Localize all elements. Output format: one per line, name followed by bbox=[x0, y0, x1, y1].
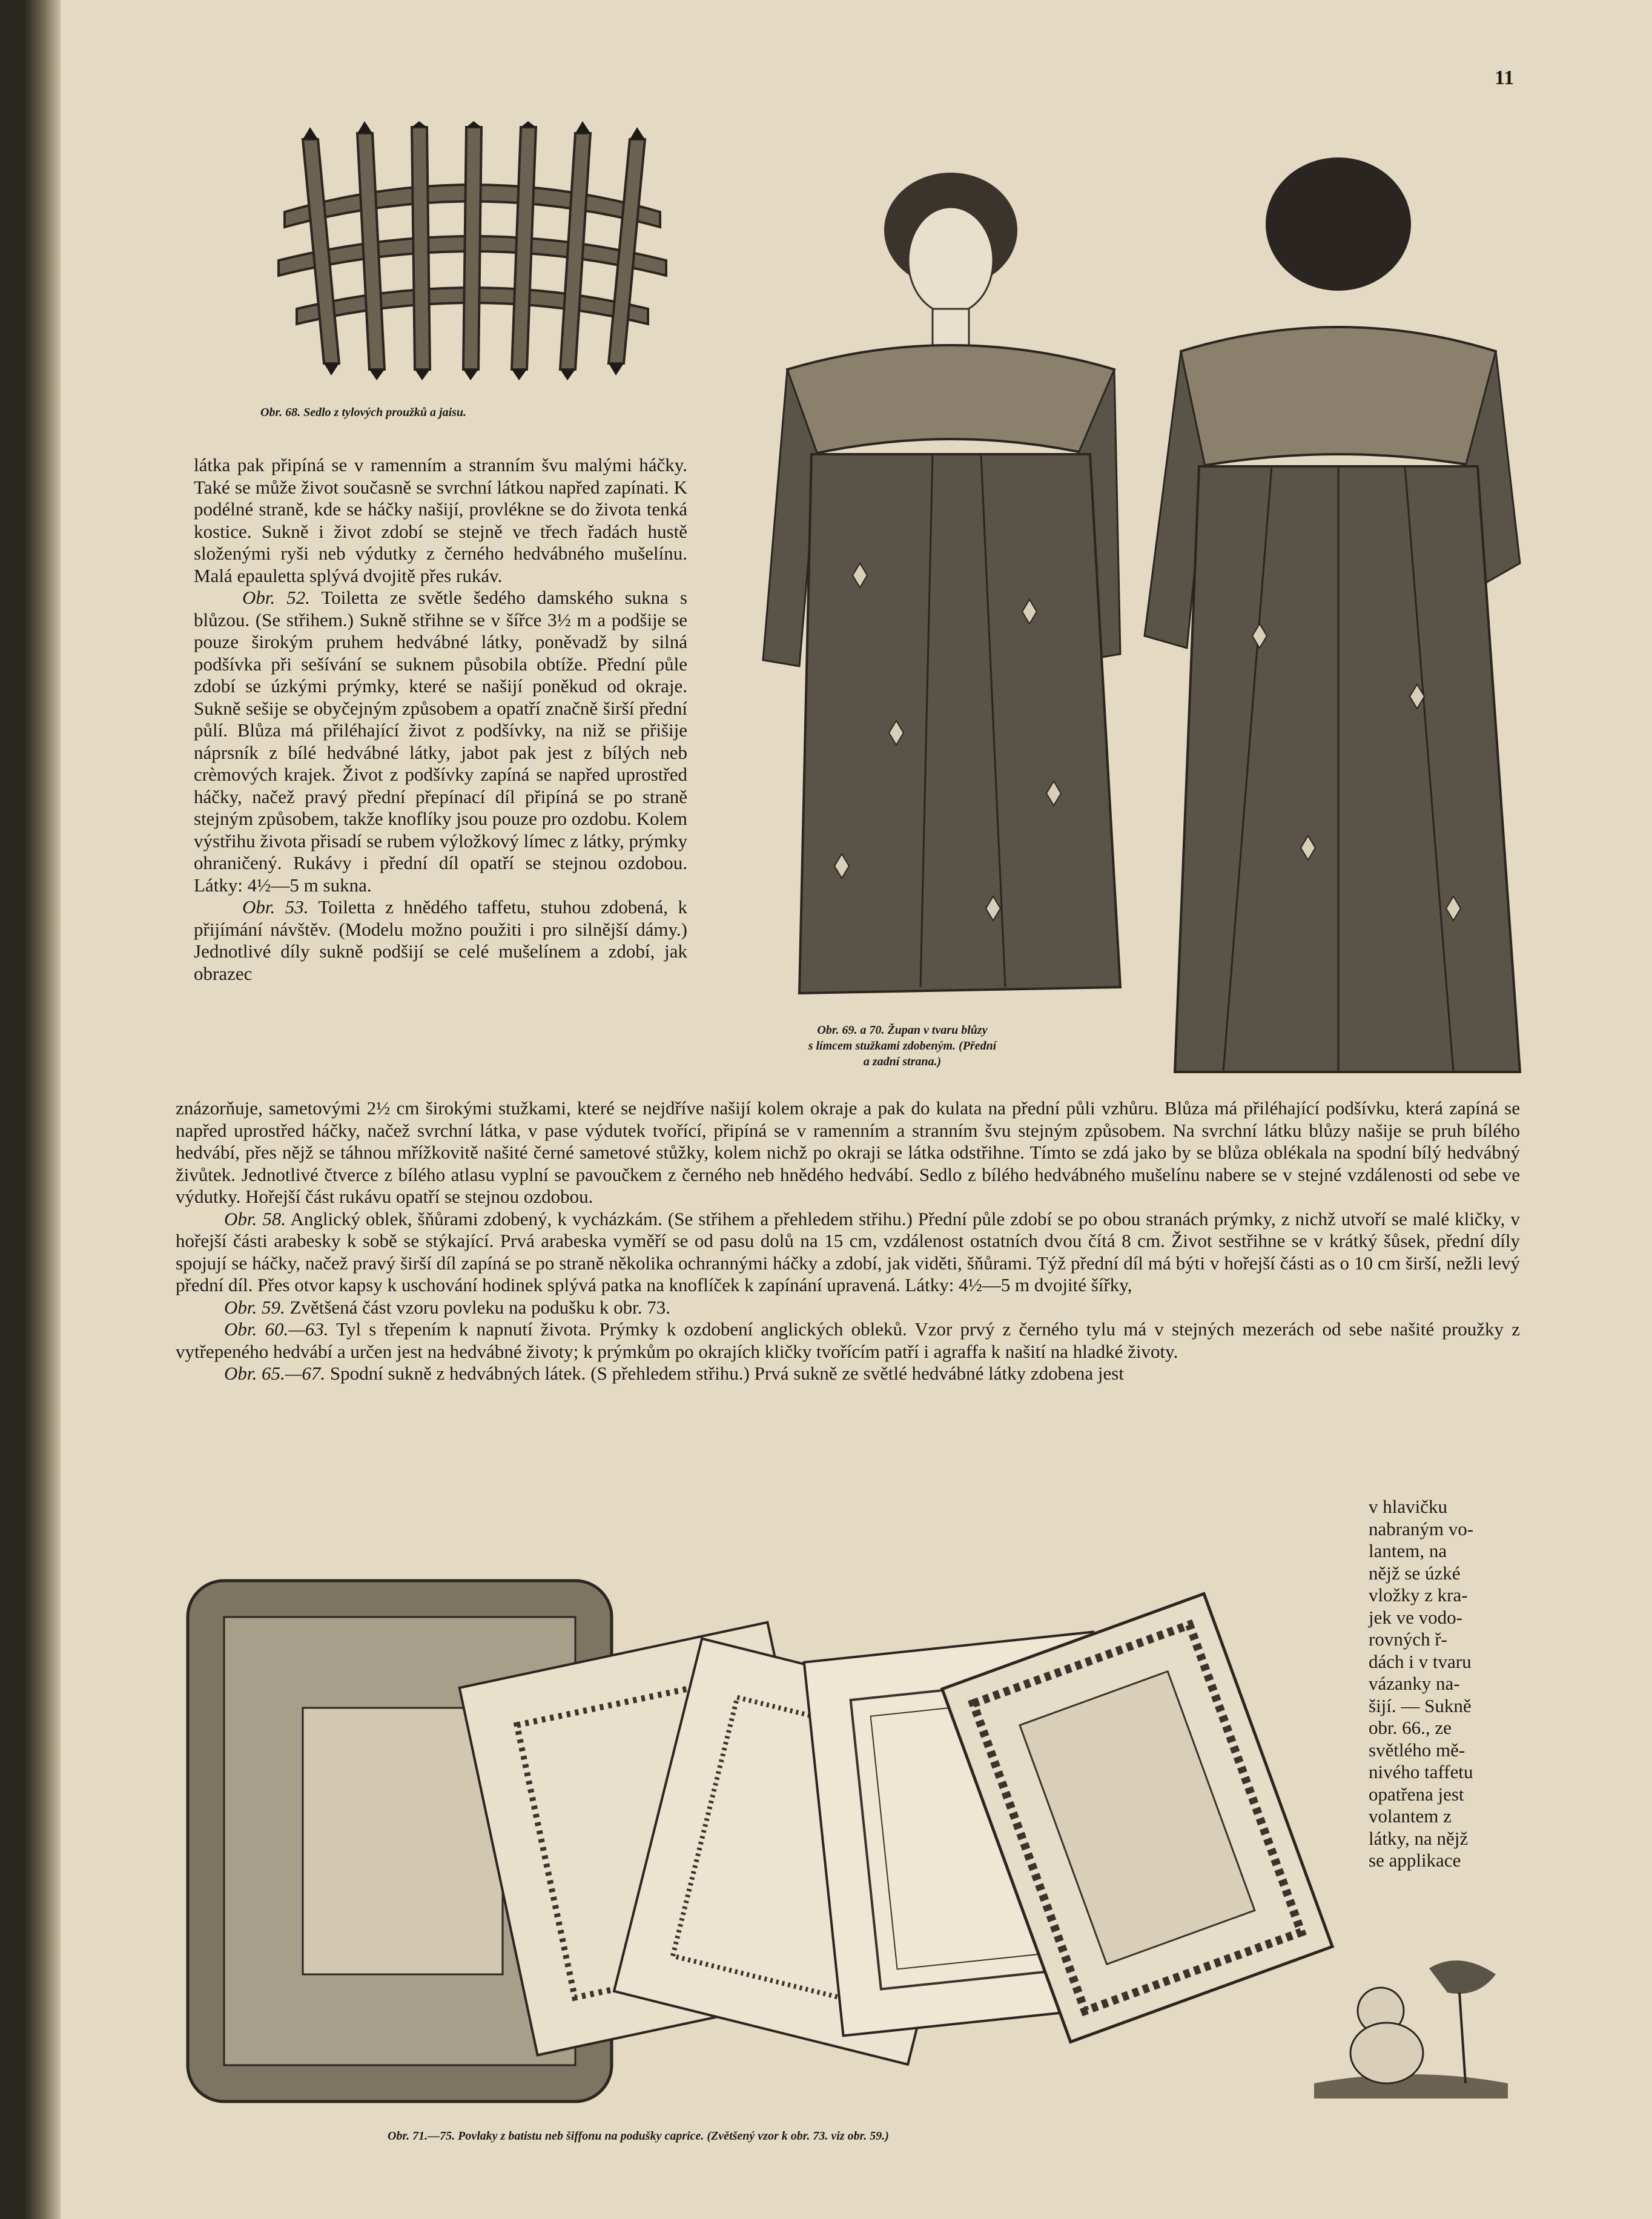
paragraph-body: Zvětšená část vzoru povleku na podušku k obr. 73. bbox=[285, 1296, 670, 1318]
text-line: jek ve vodo- bbox=[1369, 1606, 1462, 1628]
full-width-text bbox=[176, 1097, 1520, 1385]
figure-reference: Obr. 58. bbox=[224, 1208, 286, 1229]
paragraph-body: Toiletta ze světle šedého damského sukna s blůzou. (Se střihem.) Sukně střihne se v šířce 3½ m a podšije se pouze širokým pruhem hedvábné látky, poněvadž by silná podšívka při sešívání se suknem působila obtíže. Přední půle zdobí se úzkými prýmky, které se našijí poněkud od okraje. Sukně sešije se obyčejným způsobem a opatří značně širší přední půlí. Blůza má přiléhající život z podšívky, na niž se přišije náprsník z bílé hedvábné látky, jabot pak jest z bílých neb crèmových krajek. Život z podšívky zapíná se napřed uprostřed háčky, načež pravý přední přepínací díl připíná se po straně stejným způsobem, takže knoflíky jsou pouze pro ozdobu. Kolem výstřihu života přisadí se rubem výložkový límec z látky, prýmky ohraničený. Rukávy i přední díl opatří se stejnou ozdobou. Látky: 4½—5 m sukna. bbox=[194, 587, 687, 896]
text-line: opatřena jest bbox=[1369, 1783, 1464, 1805]
paragraph-body: Anglický oblek, šňůrami zdobený, k vycházkám. (Se střihem a přehledem střihu.) Přední půle zdobí se po obou stranách prýmky, z nichž utvoří se malé kličky, v hořejší části arabesky k sobě se stýkající. Prvá arabeska vyměří se od pasu dolů na 15 cm, vzdálenost ostatních dvou čítá 8 cm. Život sestřihne se v krátký šůsek, přední díly spojují se háčky, načež pravý širší díl zapíná se po straně několika ochrannými háčky a zdobí, jak viděti, šňůrami. Týž přední díl má býti v hořejší části as o 10 cm širší, nežli levý přední díl. Přes otvor kapsy k uschování hodinek splývá patka na knoflíček k zapínání upravená. Látky: 4½—5 m dvojité šířky, bbox=[176, 1208, 1521, 1295]
figure-68-caption: Obr. 68. Sedlo z tylových proužků a jaisu. bbox=[260, 406, 467, 419]
text-line: šijí. — Sukně bbox=[1369, 1695, 1472, 1716]
figure-reference: Obr. 59. bbox=[224, 1296, 285, 1318]
text-line: rovných ř- bbox=[1369, 1629, 1447, 1650]
pillow-covers-illustration bbox=[182, 1556, 1369, 2114]
dressing-gown-back-illustration bbox=[1138, 139, 1526, 1084]
paragraph bbox=[176, 1363, 1520, 1385]
text-line: v hlavičku bbox=[1369, 1496, 1447, 1517]
paragraph-body: Tyl s třepením k napnutí života. Prýmky k ozdobení anglických obleků. Vzor prvý z černého tylu má v stejných mezerách od sebe našité proužky z vytřepeného hedvábí a určen jest na hedvábné životy; k prýmkům po okrajích kličky tvořícím patří i agraffa k našití na hladké životy. bbox=[176, 1318, 1520, 1362]
text-line: látky, na nějž bbox=[1369, 1827, 1469, 1849]
narrow-right-column-text bbox=[1369, 1496, 1514, 1872]
book-binding-edge bbox=[0, 0, 61, 2219]
figure-reference: Obr. 53. bbox=[242, 896, 309, 918]
caption-line: Obr. 69. a 70. Župan v tvaru blůzy bbox=[817, 1024, 988, 1037]
paragraph-body: Spodní sukně z hedvábných látek. (S přehledem střihu.) Prvá sukně ze světlé hedvábné látky zdobena jest bbox=[325, 1363, 1124, 1384]
paragraph bbox=[176, 1208, 1520, 1297]
paragraph bbox=[176, 1318, 1520, 1363]
text-line: světlého mě- bbox=[1369, 1739, 1465, 1761]
lattice-yoke-illustration bbox=[260, 121, 684, 382]
cherub-vignette-illustration bbox=[1302, 1944, 1520, 2102]
text-line: nivého taffetu bbox=[1369, 1761, 1473, 1782]
figure-reference: Obr. 65.—67. bbox=[224, 1363, 326, 1384]
text-line: volantem z bbox=[1369, 1805, 1452, 1827]
paragraph bbox=[194, 587, 687, 896]
text-line: lantem, na bbox=[1369, 1540, 1447, 1561]
paragraph bbox=[176, 1297, 1520, 1319]
text-line: vložky z kra- bbox=[1369, 1584, 1468, 1606]
caption-line: s límcem stužkami zdobeným. (Přední bbox=[808, 1039, 997, 1053]
paragraph bbox=[194, 896, 687, 985]
page-number: 11 bbox=[1495, 67, 1515, 89]
paragraph: znázorňuje, sametovými 2½ cm širokými stužkami, které se nejdříve našijí kolem okraje a pak do kulata na přední půli vzhůru. Blůza má přiléhající podšívku, která zapíná se napřed uprostřed háčky, načež svrchní látka, v pase výdutek tvořící, připíná se v ramenním a stranním švu stejným způsobem. Na svrchní látku blůzy našije se pruh bílého hedvábí, přes nějž se táhnou mřížkovitě našité černé sametové stůžky, kolem nichž po okraji se látka odstřihne. Tímto se zdá jako by se blůza oblékala na spodní bílý hedvábný živůtek. Jednotlivé čtverce z bílého atlasu vyplní se pavoučkem z černého neb hnědého hedvábí. Sedlo z bílého hedvábného mušelínu nabere se v stejné vzdálenosti od sebe ve výdutky. Hořejší část rukávu opatří se stejnou ozdobou. bbox=[176, 1097, 1520, 1207]
text-line: vázanky na- bbox=[1369, 1673, 1460, 1694]
dressing-gown-front-illustration bbox=[751, 139, 1126, 999]
text-line: nabraným vo- bbox=[1369, 1518, 1474, 1539]
text-line: nějž se úzké bbox=[1369, 1562, 1461, 1584]
text-line: obr. 66., ze bbox=[1369, 1717, 1452, 1738]
figure-69-70-caption bbox=[724, 1022, 1081, 1070]
caption-line: a zadní strana.) bbox=[863, 1055, 942, 1068]
text-line: se applikace bbox=[1369, 1850, 1461, 1871]
paragraph: látka pak připíná se v ramenním a stranním švu malými háčky. Také se může život současně se svrchní látkou napřed zapínati. K podélné straně, kde se háčky našijí, provlékne se do života tenká kostice. Sukně i život zdobí se stejně ve třech řadách hustě složenými ryši neb výdutky z černého hedvábného mušelínu. Malá epauletta splývá dvojitě přes rukáv. bbox=[194, 454, 687, 586]
left-column-text bbox=[194, 454, 687, 985]
figure-reference: Obr. 52. bbox=[242, 587, 311, 608]
paragraph-body: Toiletta z hnědého taffetu, stuhou zdobená, k přijímání návštěv. (Modelu možno použiti i pro silnější dámy.) Jednotlivé díly sukně podšijí se celé mušelínem a zdobí, jak obrazec bbox=[194, 896, 687, 984]
figure-reference: Obr. 60.—63. bbox=[224, 1318, 329, 1340]
text-line: dách i v tvaru bbox=[1369, 1650, 1472, 1672]
figure-71-75-caption: Obr. 71.—75. Povlaky z batistu neb šiffonu na podušky caprice. (Zvětšený vzor k obr. 73. viz obr. 59.) bbox=[388, 2129, 889, 2143]
